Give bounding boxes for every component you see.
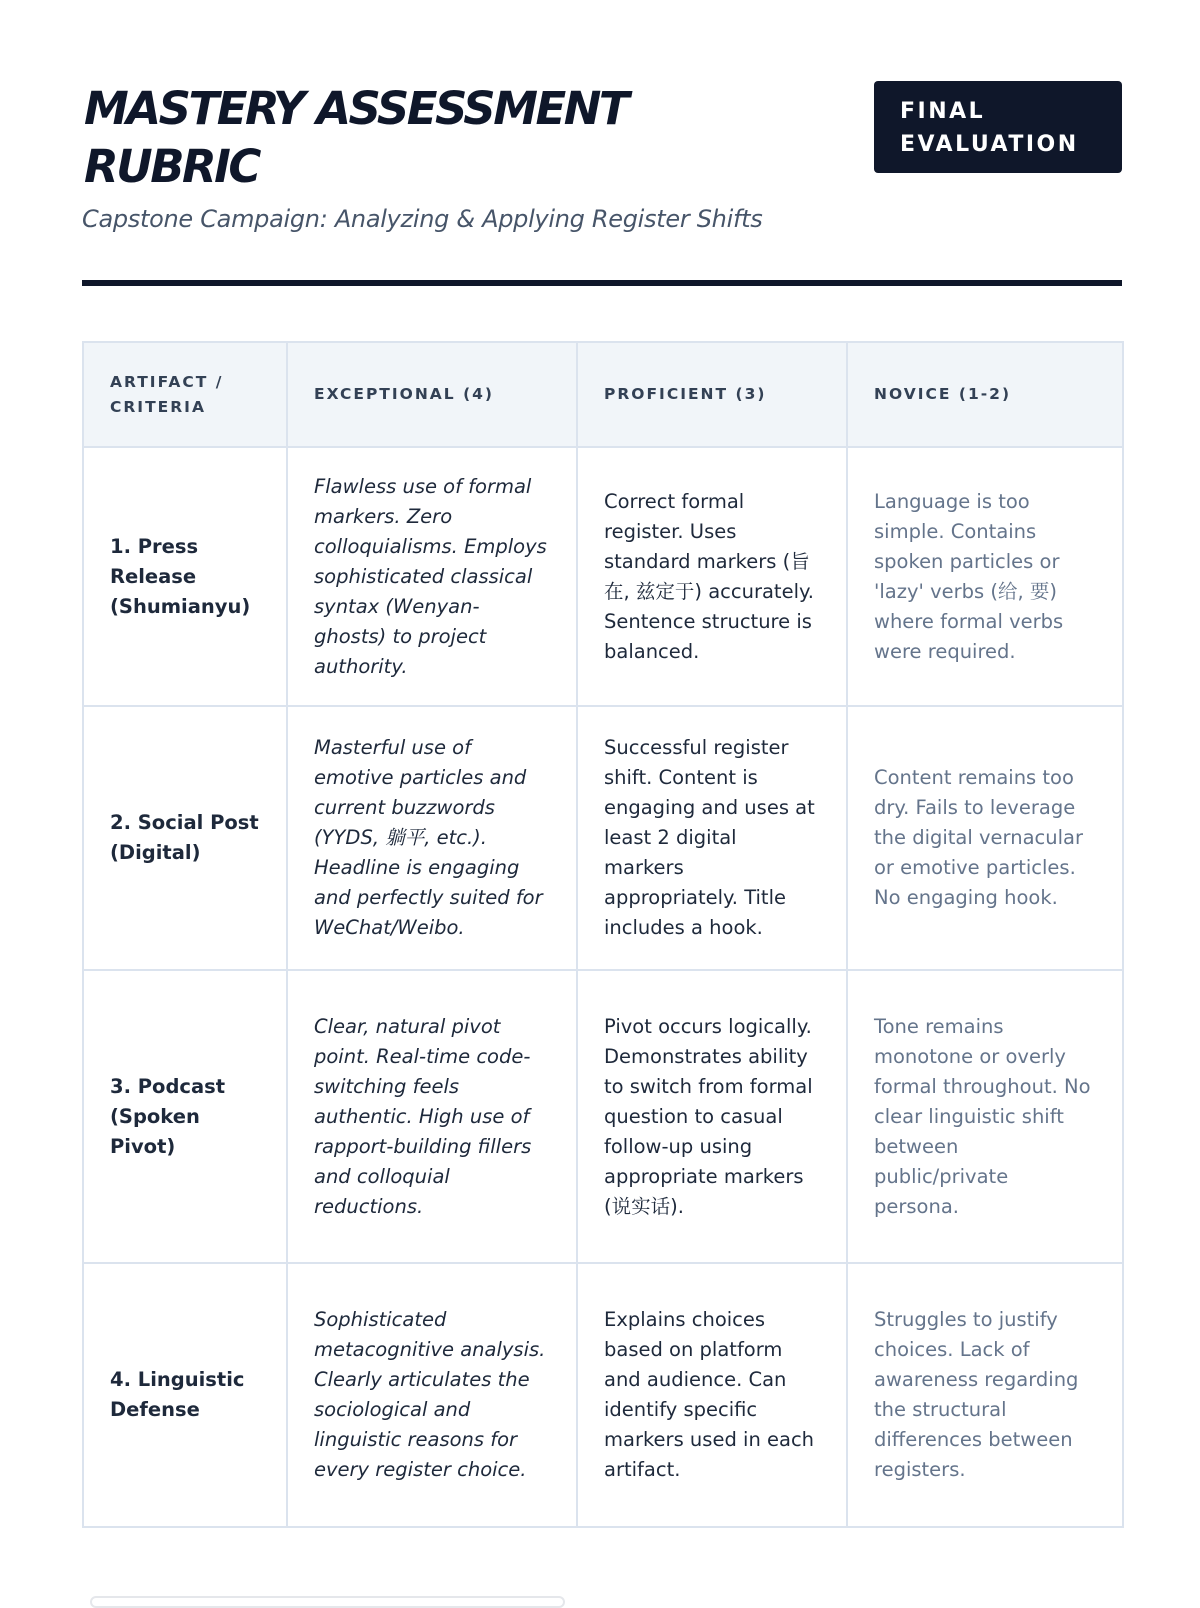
- exceptional-cell: Sophisticated metacognitive analysis. Clearly articulates the sociological and linguistic reasons for every register choice.: [287, 1263, 577, 1527]
- page-title: MASTERY ASSESSMENT RUBRIC: [84, 82, 628, 193]
- page-subtitle: Capstone Campaign: Analyzing & Applying Register Shifts: [82, 205, 763, 233]
- novice-cell: Content remains too dry. Fails to leverage the digital vernacular or emotive particles. No engaging hook.: [847, 706, 1123, 970]
- exceptional-cell: Masterful use of emotive particles and current buzzwords (YYDS, 躺平, etc.). Headline is engaging and perfectly suited for WeChat/Weibo.: [287, 706, 577, 970]
- rubric-table: [82, 341, 1124, 1528]
- table-row: [83, 447, 1123, 706]
- proficient-cell: Correct formal register. Uses standard markers (旨在, 兹定于) accurately. Sentence structure is balanced.: [577, 447, 847, 706]
- proficient-cell: Successful register shift. Content is engaging and uses at least 2 digital markers appropriately. Title includes a hook.: [577, 706, 847, 970]
- criteria-cell: 4. Linguistic Defense: [83, 1263, 287, 1527]
- novice-cell: Language is too simple. Contains spoken particles or 'lazy' verbs (给, 要) where formal verbs were required.: [847, 447, 1123, 706]
- page-header: [82, 80, 1122, 280]
- column-header-criteria: ARTIFACT / CRITERIA: [83, 342, 287, 447]
- rubric-page: [82, 80, 1122, 1481]
- column-header-exceptional: EXCEPTIONAL (4): [287, 342, 577, 447]
- novice-cell: Struggles to justify choices. Lack of awareness regarding the structural differences between registers.: [847, 1263, 1123, 1527]
- column-header-proficient: PROFICIENT (3): [577, 342, 847, 447]
- final-evaluation-badge: FINAL EVALUATION: [874, 81, 1122, 173]
- novice-cell: Tone remains monotone or overly formal throughout. No clear linguistic shift between public/private persona.: [847, 970, 1123, 1263]
- criteria-cell: 2. Social Post (Digital): [83, 706, 287, 970]
- exceptional-cell: Flawless use of formal markers. Zero colloquialisms. Employs sophisticated classical syntax (Wenyan-ghosts) to project authority.: [287, 447, 577, 706]
- exceptional-cell: Clear, natural pivot point. Real-time code-switching feels authentic. High use of rapport-building fillers and colloquial reductions.: [287, 970, 577, 1263]
- footer-card-edge: [90, 1596, 565, 1608]
- criteria-cell: 1. Press Release (Shumianyu): [83, 447, 287, 706]
- proficient-cell: Explains choices based on platform and audience. Can identify specific markers used in each artifact.: [577, 1263, 847, 1527]
- proficient-cell: Pivot occurs logically. Demonstrates ability to switch from formal question to casual follow-up using appropriate markers (说实话).: [577, 970, 847, 1263]
- header-divider: [82, 280, 1122, 286]
- column-header-novice: NOVICE (1-2): [847, 342, 1123, 447]
- table-header-row: [83, 342, 1123, 447]
- table-row: [83, 970, 1123, 1263]
- table-row: [83, 1263, 1123, 1527]
- criteria-cell: 3. Podcast (Spoken Pivot): [83, 970, 287, 1263]
- table-row: [83, 706, 1123, 970]
